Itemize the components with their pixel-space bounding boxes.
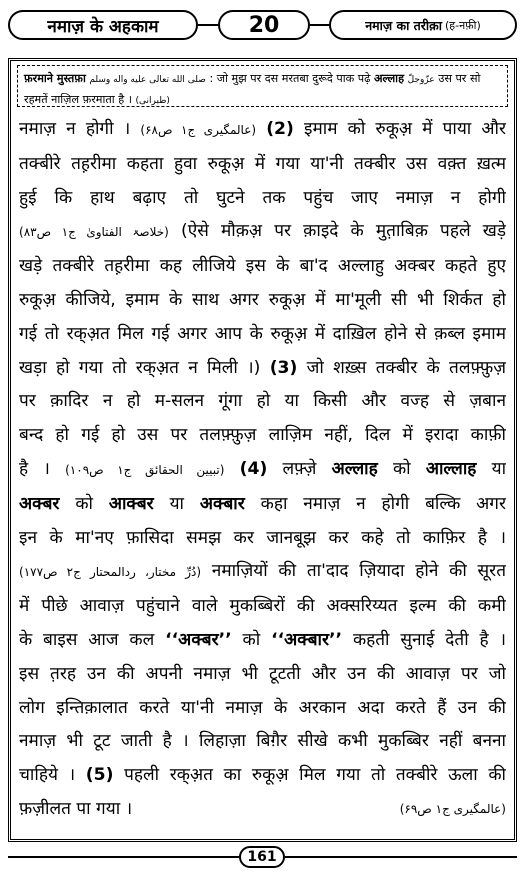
page-footer (0, 846, 525, 870)
line-text: है । (19, 458, 50, 479)
line-text: इमाम को रुकूअ़ में पाया और (304, 119, 506, 139)
line-text: जो शख़्स तक्बीर के तलफ़्फ़ुज़ (306, 357, 506, 378)
chapter-subtitle: (ह-नफ़ी) (444, 18, 481, 32)
text-line (19, 113, 506, 148)
chapter-title (329, 10, 517, 40)
text-line (19, 488, 506, 522)
line-text: को (75, 493, 93, 514)
notice-lead: फ़रमाने मुस्तफ़ा (24, 72, 86, 85)
point-number: (5) (85, 765, 114, 786)
notice-reference: (طبرانی) (135, 96, 170, 106)
emphasis-word: आक्बर (108, 493, 154, 514)
text-line: गई तो रक्अ़त मिल गई अगर आप के रुकूअ़ में दाख़िल होने से क़ब्ल इमाम (19, 323, 506, 344)
line-text: के बाइस आज कल (19, 629, 155, 650)
arabic-reference: (عالمگیری ج۱ ص۶۸) (140, 123, 257, 137)
arabic-reference: (خلاصۃ الفتاویٰ ج۱ ص۸۳) (19, 225, 169, 240)
text-line: तक्बीरे तह़रीमा कहता हुवा रुकूअ़ में गया या'नी तक्बीर उस वक़्त ख़त्म (19, 153, 506, 174)
line-text: या (491, 458, 506, 479)
text-line: इन के मा'नए फ़ासिदा समझ कर जानबूझ कर कहे तो काफ़िर है । (19, 527, 506, 548)
text-line: रुकूअ़ कीजिये, इमाम के साथ अगर रुकूअ़ में मा'मूली सी भी शिर्कत हो (19, 289, 506, 310)
text-line (19, 352, 506, 386)
line-text: कहती सुनाई देती है । (352, 629, 506, 650)
content-frame (8, 58, 517, 842)
text-line: इस त़रह उन की अपनी नमाज़ भी टूटती और उन की आवाज़ पर जो (19, 663, 506, 684)
main-text (19, 113, 506, 827)
text-line (19, 555, 506, 590)
point-number: (3) (269, 357, 298, 378)
arabic-reference: (دُرِّ مختار، ردالمحتار ج۲ ص۱۷۷) (19, 565, 202, 580)
line-text: या (169, 493, 184, 514)
notice-text-1: : जो मुझ पर दस मरतबा दुरूदे पाक पढ़े (209, 72, 371, 85)
emphasis-word: ‘‘अक्बार’’ (271, 629, 343, 650)
emphasis-word: अल्लाह (331, 458, 378, 479)
page-number-bottom: 161 (239, 846, 285, 868)
text-line (19, 624, 506, 658)
arabic-reference: (تبیین الحقائق ج۱ ص۱۰۹) (65, 462, 225, 477)
text-line: खड़े तक्बीरे तह़रीमा कह लीजिये इस के बा'द अल्लाहु अक्बर कहते हुए (19, 256, 506, 277)
emphasis-word: अक्बार (199, 493, 245, 514)
line-text: फ़ज़ीलत पा गया । (19, 798, 133, 819)
line-text: को (242, 629, 261, 650)
text-line (19, 453, 506, 488)
line-text: नमाज़ न होगी । (19, 119, 131, 139)
line-text: चाहिये । (19, 765, 76, 786)
line-text: को (392, 458, 411, 479)
notice-allah: अल्लाह (374, 72, 405, 85)
text-line: नमाज़ भी टूट जाती है । लिहाज़ा बिग़ैर सीखे कभी मुकब्बिर नहीं बनना (19, 731, 506, 752)
text-line (19, 215, 506, 250)
book-title: नमाज़ के अहकाम (8, 10, 198, 40)
text-line: बन्द हो गई हो उस पर तलफ़्फ़ुज़ लाज़िम नहीं, दिल में इरादा काफ़ी (19, 425, 506, 446)
line-text: खड़ा हो गया तो रक्अ़त न मिली ।) (19, 357, 261, 378)
notice-text-2: उस पर सो रहमतें नाज़िल फ़रमाता है । (24, 72, 481, 106)
line-text: पहली रक्अ़त का रुकूअ़ मिल गया तो तक्बीरे ऊला की (124, 765, 506, 786)
emphasis-word: अक्बर (19, 493, 60, 514)
page-number-top: 20 (218, 10, 310, 40)
line-text: (ऐसे मौक़अ़ पर क़ाइदे के मुत़ाबिक़ पहले खड़े (181, 221, 506, 242)
header-rule (198, 24, 218, 26)
footer-rule (8, 856, 239, 858)
footer-rule (285, 856, 517, 858)
hadith-notice (17, 65, 508, 107)
text-line: पर क़ादिर न हो म-सलन गूंगा हो या किसी और वज्ह से ज़बान (19, 391, 506, 412)
text-line: में पीछे आवाज़ पहुंचाने वाले मुकब्बिरों की अक्सरिय्यत इल्म की कमी (19, 596, 506, 617)
text-line: हुई कि हाथ बढ़ाए तो घुटने तक पहुंच जाए नमाज़ न होगी (19, 187, 506, 208)
notice-honorific: صلى الله تعالى عليه واله وسلم (89, 75, 206, 85)
emphasis-word: आल्लाह (425, 458, 477, 479)
emphasis-word: ‘‘अक्बर’’ (165, 629, 232, 650)
text-line (19, 793, 506, 827)
notice-azza: عزّوجلّ (407, 75, 435, 85)
text-line (19, 759, 506, 793)
point-number: (2) (266, 119, 294, 139)
line-text: कहा नमाज़ न होगी बल्कि अगर (260, 493, 506, 514)
page-header (8, 6, 517, 44)
chapter-title-text: नमाज़ का तरीक़ा (365, 17, 442, 33)
line-text: लफ़्ज़े (282, 458, 317, 479)
line-text: नमाज़ियों की ता'दाद ज़ियादा होने की सूरत (211, 561, 506, 582)
arabic-reference: (عالمگیری ج۱ ص۶۹) (399, 801, 506, 816)
text-line: लोग इन्तिक़ालात करते या'नी नमाज़ के अरकान अदा करते हैं उन की (19, 697, 506, 718)
point-number: (4) (239, 458, 268, 479)
